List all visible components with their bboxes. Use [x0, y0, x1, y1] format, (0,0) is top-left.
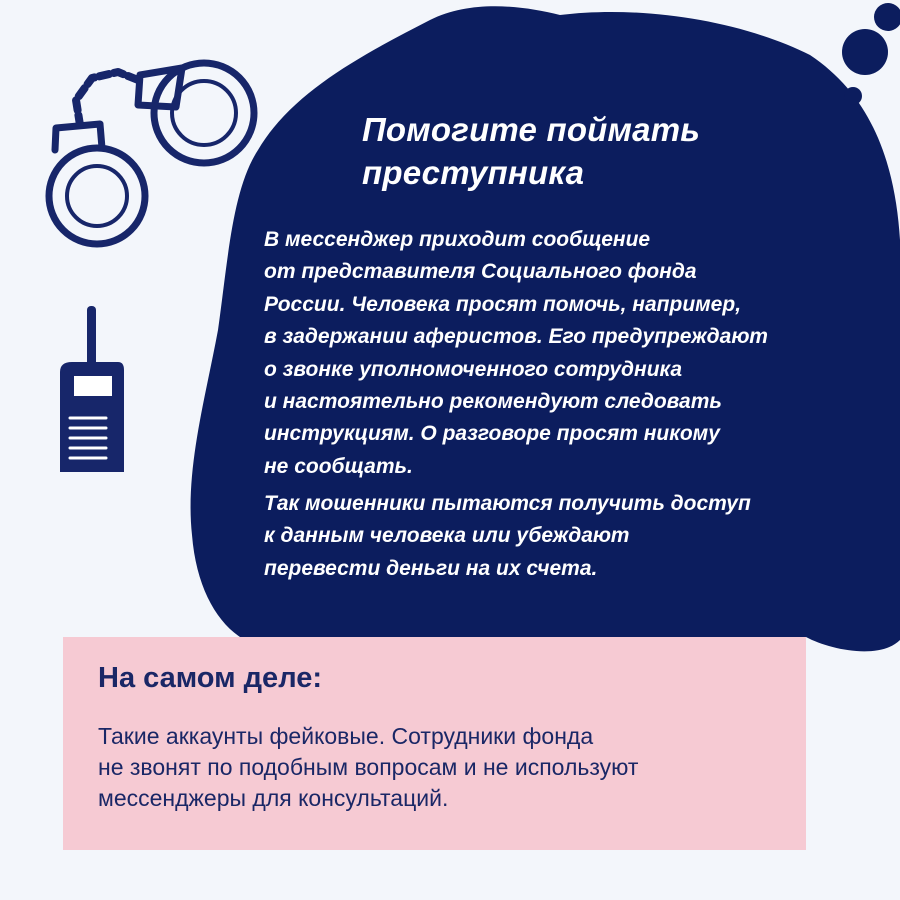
bubble-small	[844, 87, 862, 105]
scam-purpose-paragraph: Так мошенники пытаются получить доступ к данным человека или убеждают перевести деньги на их счета.	[264, 492, 751, 580]
card-title: Помогите поймать преступника	[362, 111, 701, 191]
fact-box-heading: На самом деле:	[98, 662, 323, 694]
fact-box	[63, 637, 806, 850]
fact-box-text: Такие аккаунты фейковые. Сотрудники фонда не звонят по подобным вопросам и не используют мессенджеры для консультаций.	[98, 723, 639, 811]
bubble-medium	[874, 3, 900, 31]
walkie-talkie-icon	[60, 306, 124, 472]
scam-description-paragraph: В мессенджер приходит сообщение от представителя Социального фонда России. Человека просят помочь, например, в задержании аферистов. Его предупреждают о звонке уполномоченного сотрудника и настоятельно рекомендуют следовать инструкциям. О разговоре просят никому не сообщать.	[264, 228, 768, 478]
handcuffs-icon	[49, 63, 254, 244]
bubble-large	[842, 29, 888, 75]
